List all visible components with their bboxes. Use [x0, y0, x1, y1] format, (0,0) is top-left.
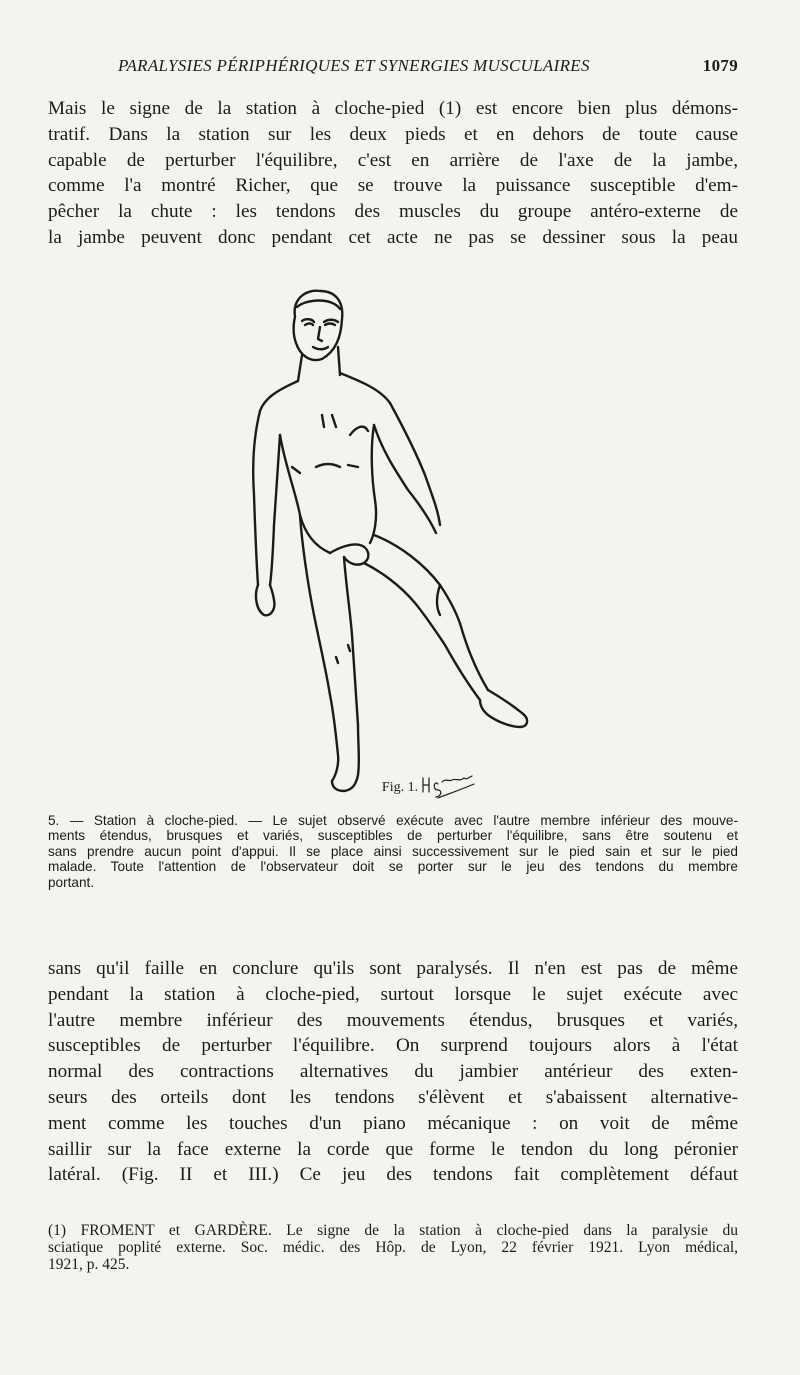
- text-line: pendant la station à cloche-pied, surtout lorsque le sujet exécute avec: [48, 983, 738, 1005]
- text-line: l'autre membre inférieur des mouvements étendus, brusques et variés,: [48, 1009, 738, 1031]
- text-line: normal des contractions alternatives du jambier antérieur des exten-: [48, 1061, 738, 1083]
- footnote-line: 1921, p. 425.: [48, 1256, 130, 1273]
- footnote-line: sciatique poplité externe. Soc. médic. des Hôp. de Lyon, 22 février 1921. Lyon médical,: [48, 1239, 738, 1256]
- text-line: capable de perturber l'équilibre, c'est en arrière de l'axe de la jambe,: [48, 149, 738, 171]
- text-line: ment comme les touches d'un piano mécanique : on voit de même: [48, 1112, 738, 1134]
- footnote-line: (1) FROMENT et GARDÈRE. Le signe de la station à cloche-pied dans la paralysie du: [48, 1222, 738, 1239]
- text-line: Mais le signe de la station à cloche-pied (1) est encore bien plus démons-: [48, 98, 738, 119]
- legend-line: ments étendus, brusques et variés, susceptibles de perturber l'équilibre, sans être soutenu et: [48, 828, 738, 844]
- paragraph-1: [48, 96, 738, 251]
- legend-line: malade. Toute l'attention de l'observateur doit se porter sur le jeu des tendons du membre: [48, 859, 738, 875]
- text-line: sans qu'il faille en conclure qu'ils sont paralysés. Il n'en est pas de même: [48, 958, 738, 979]
- text-line: saillir sur la face externe la corde que forme le tendon du long péronier: [48, 1138, 738, 1160]
- legend-line: 5. — Station à cloche-pied. — Le sujet observé exécute avec l'autre membre inférieur des mouve-: [48, 813, 738, 828]
- page-number: 1079: [702, 56, 738, 75]
- figure-caption: Fig. 1.: [381, 780, 419, 795]
- text-line: pêcher la chute : les tendons des muscles du groupe antéro-externe de: [48, 201, 738, 223]
- running-title: PARALYSIES PÉRIPHÉRIQUES ET SYNERGIES MUSCULAIRES: [118, 56, 590, 75]
- text-line: latéral. (Fig. II et III.) Ce jeu des tendons fait complètement défaut: [48, 1164, 738, 1186]
- running-header: [118, 56, 738, 76]
- legend-line: sans prendre aucun point d'appui. Il se place ainsi successivement sur le pied sain et sur le pied: [48, 843, 738, 859]
- text-line: la jambe peuvent donc pendant cet acte ne pas se dessiner sous la peau: [48, 226, 738, 248]
- text-line: susceptibles de perturber l'équilibre. On surprend toujours alors à l'état: [48, 1035, 738, 1057]
- figure-legend: [48, 813, 738, 890]
- legend-line: portant.: [48, 874, 95, 890]
- text-line: tratif. Dans la station sur les deux pieds et en dehors de toute cause: [48, 123, 738, 145]
- text-line: seurs des orteils dont les tendons s'élèvent et s'abaissent alternative-: [48, 1086, 738, 1108]
- text-line: comme l'a montré Richer, que se trouve la puissance susceptible d'em-: [48, 175, 738, 197]
- paragraph-2: [48, 956, 738, 1188]
- figure-drawing-one-leg-stance: [240, 285, 550, 805]
- footnote: [48, 1222, 738, 1273]
